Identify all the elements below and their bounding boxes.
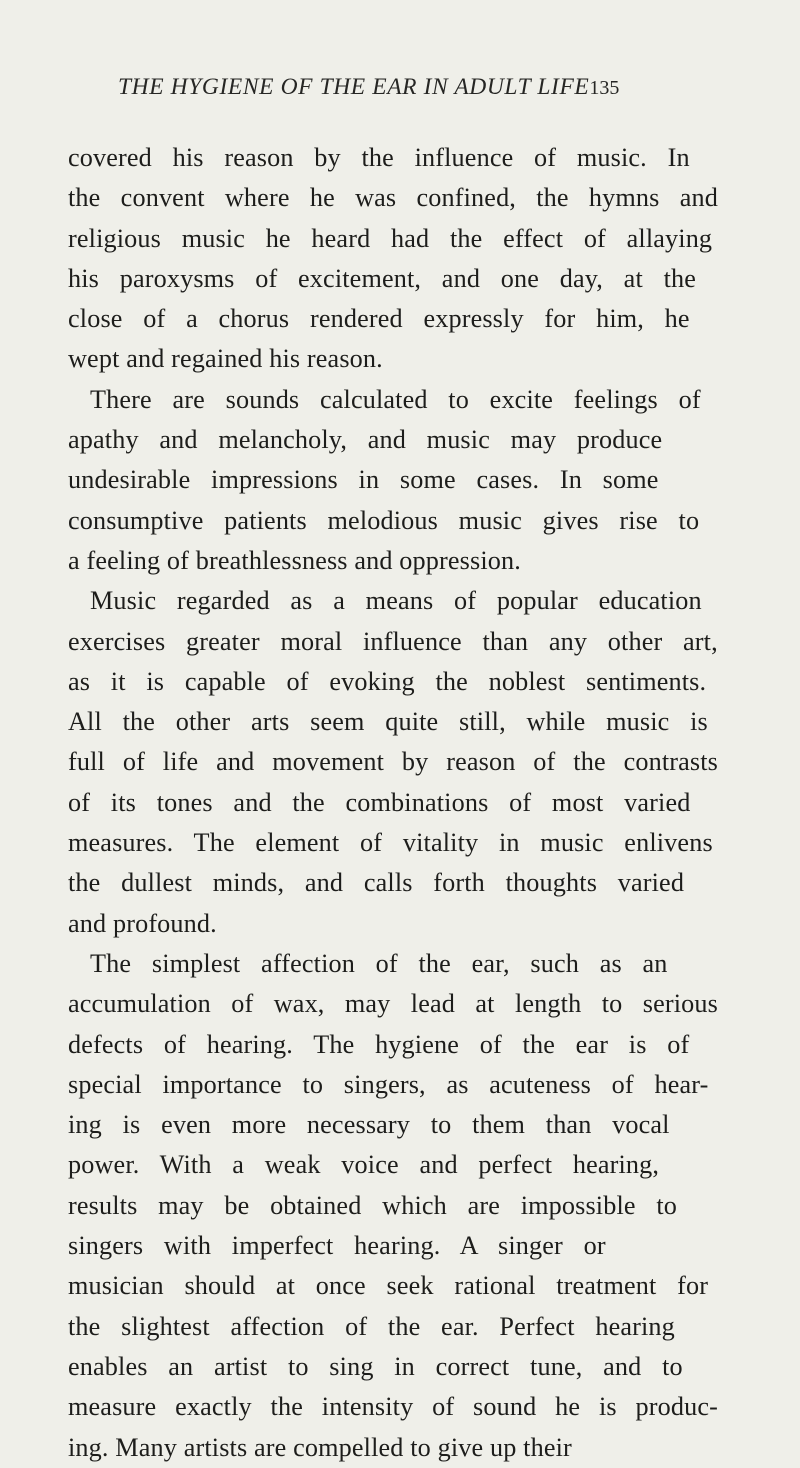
text-line: accumulation of wax, may lead at length to serious [68,989,718,1019]
text-line: singers with imperfect hearing. A singer or [68,1231,606,1261]
text-line: apathy and melancholy, and music may produce [68,425,663,455]
text-line: full of life and movement by reason of the contrasts [68,747,719,777]
text-line: All the other arts seem quite still, while music is [68,707,708,737]
text-line: special importance to singers, as acuteness of hear- [68,1069,709,1099]
text-line: the slightest affection of the ear. Perfect hearing [68,1311,675,1341]
text-line: consumptive patients melodious music gives rise to [68,505,700,535]
text-line: as it is capable of evoking the noblest sentiments. [68,666,707,696]
text-line: close of a chorus rendered expressly for him, he [68,304,690,334]
text-line: the dullest minds, and calls forth thoughts varied [68,868,685,898]
text-line: his paroxysms of excitement, and one day, at the [68,263,697,293]
text-line: religious music he heard had the effect of allaying [68,223,713,253]
text-line: measure exactly the intensity of sound he is produc- [68,1392,719,1422]
text-line: undesirable impressions in some cases. In some [68,465,659,495]
text-line: musician should at once seek rational treatment for [68,1271,709,1301]
text-line: enables an artist to sing in correct tune, and to [68,1351,683,1381]
text-line: wept and regained his reason. [68,344,383,374]
text-line: ing. Many artists are compelled to give up their [68,1432,572,1462]
text-line: measures. The element of vitality in music enlivens [68,828,713,858]
text-line: and profound. [68,908,217,938]
text-line: defects of hearing. The hygiene of the ear is of [68,1029,690,1059]
text-line: power. With a weak voice and perfect hearing, [68,1150,660,1180]
text-line: covered his reason by the influence of music. In [68,143,690,172]
page-number: 135 [589,77,620,99]
text-line: The simplest affection of the ear, such as an [90,948,668,978]
text-line: the convent where he was confined, the hymns and [68,183,719,213]
text-line: a feeling of breathlessness and oppression. [68,545,521,575]
text-line: ing is even more necessary to them than vocal [68,1110,670,1140]
text-line: results may be obtained which are impossible to [68,1190,678,1220]
body-text [68,138,718,1468]
running-title: THE HYGIENE OF THE EAR IN ADULT LIFE [118,74,590,100]
running-head [118,74,718,101]
text-line: of its tones and the combinations of most varied [68,787,691,817]
text-line: Music regarded as a means of popular education [90,586,702,616]
text-line: exercises greater moral influence than any other art, [68,626,718,656]
text-line: There are sounds calculated to excite feelings of [90,384,701,414]
